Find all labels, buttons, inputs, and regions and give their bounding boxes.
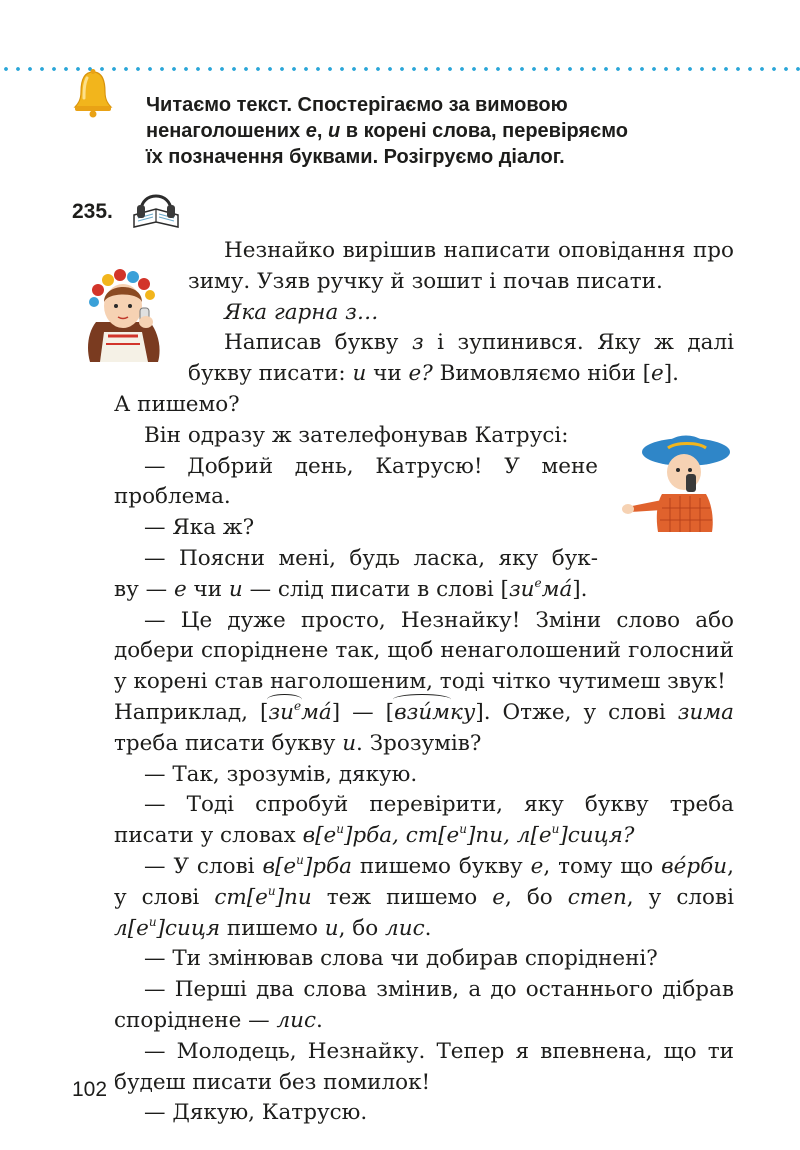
story-text xyxy=(114,236,734,1129)
paragraph: Він одразу ж зателефонував Катрусі: xyxy=(144,422,569,448)
exercise-number: 235. xyxy=(72,200,113,223)
paragraph: — Тоді спробуй перевірити, яку букву треба писати у словах $в[е^и]рба$, $ст[е^и]пи$, $л[е^и]сиця$? xyxy=(114,792,734,849)
paragraph: — Яка ж? xyxy=(144,515,255,541)
headphones-book-icon xyxy=(128,185,184,231)
paragraph: — Так, зрозумів, дякую. xyxy=(144,761,418,787)
paragraph: ву — е чи и — слід писати в слові $[зи^емá]$. xyxy=(114,575,588,602)
paragraph: — Це дуже просто, Незнайку! Зміни слово або добери споріднене так, щоб ненаголошений голосний у корені став наголошеним, тоді чітко чутимеш звук! xyxy=(114,607,734,695)
task-line: Читаємо текст. Спостерігаємо за вимовою xyxy=(146,94,568,116)
arc-mark: $зи^е$ xyxy=(268,698,301,729)
dotted-divider xyxy=(0,66,800,72)
page-number: 102 xyxy=(72,1078,108,1101)
paragraph: — Добрий день, Катрусю! У мене проблема. xyxy=(114,453,598,510)
bell-icon xyxy=(72,68,114,118)
paragraph: — Молодець, Незнайку. Тепер я впевнена, що ти будеш писати без помилок! xyxy=(114,1038,734,1095)
arc-mark: взúм xyxy=(394,698,450,729)
paragraph: Яка гарна з… xyxy=(224,299,379,325)
paragraph: — Дякую, Катрусю. xyxy=(144,1100,368,1126)
superscript-vowel: е xyxy=(293,698,302,713)
task-instructions xyxy=(146,92,766,170)
paragraph: — Ти змінював слова чи добирав споріднені? xyxy=(144,946,658,972)
paragraph: — У слові $в[е^и]рба$ пишемо букву е, тому що вéрби, у слові $ст[е^и]пи$ теж пишемо е, бо степ, у слові $л[е^и]сиця$ пишемо и, бо лис. xyxy=(114,852,734,941)
paragraph: — Перші два слова змінив, а до останнього дібрав споріднене — лис. xyxy=(114,977,734,1033)
paragraph: Написав букву з і зупинився. Яку ж далі букву писати: и чи е? Вимовляємо ніби [е]. xyxy=(188,330,734,387)
paragraph: Наприклад, $[зи^емá]$ — [взúмку]. Отже, у слові зима треба писати букву и. Зрозумів? xyxy=(114,698,734,756)
task-line: ненаголошених е, и в корені слова, перевіряємо xyxy=(146,120,628,142)
paragraph: Незнайко вирішив написати оповідання про зиму. Узяв ручку й зошит і почав писати. xyxy=(188,238,734,294)
task-line: їх позначення буквами. Розігруємо діалог. xyxy=(146,146,565,168)
paragraph: А пишемо? xyxy=(114,391,240,417)
paragraph: — Поясни мені, будь ласка, яку бук- xyxy=(144,545,598,571)
